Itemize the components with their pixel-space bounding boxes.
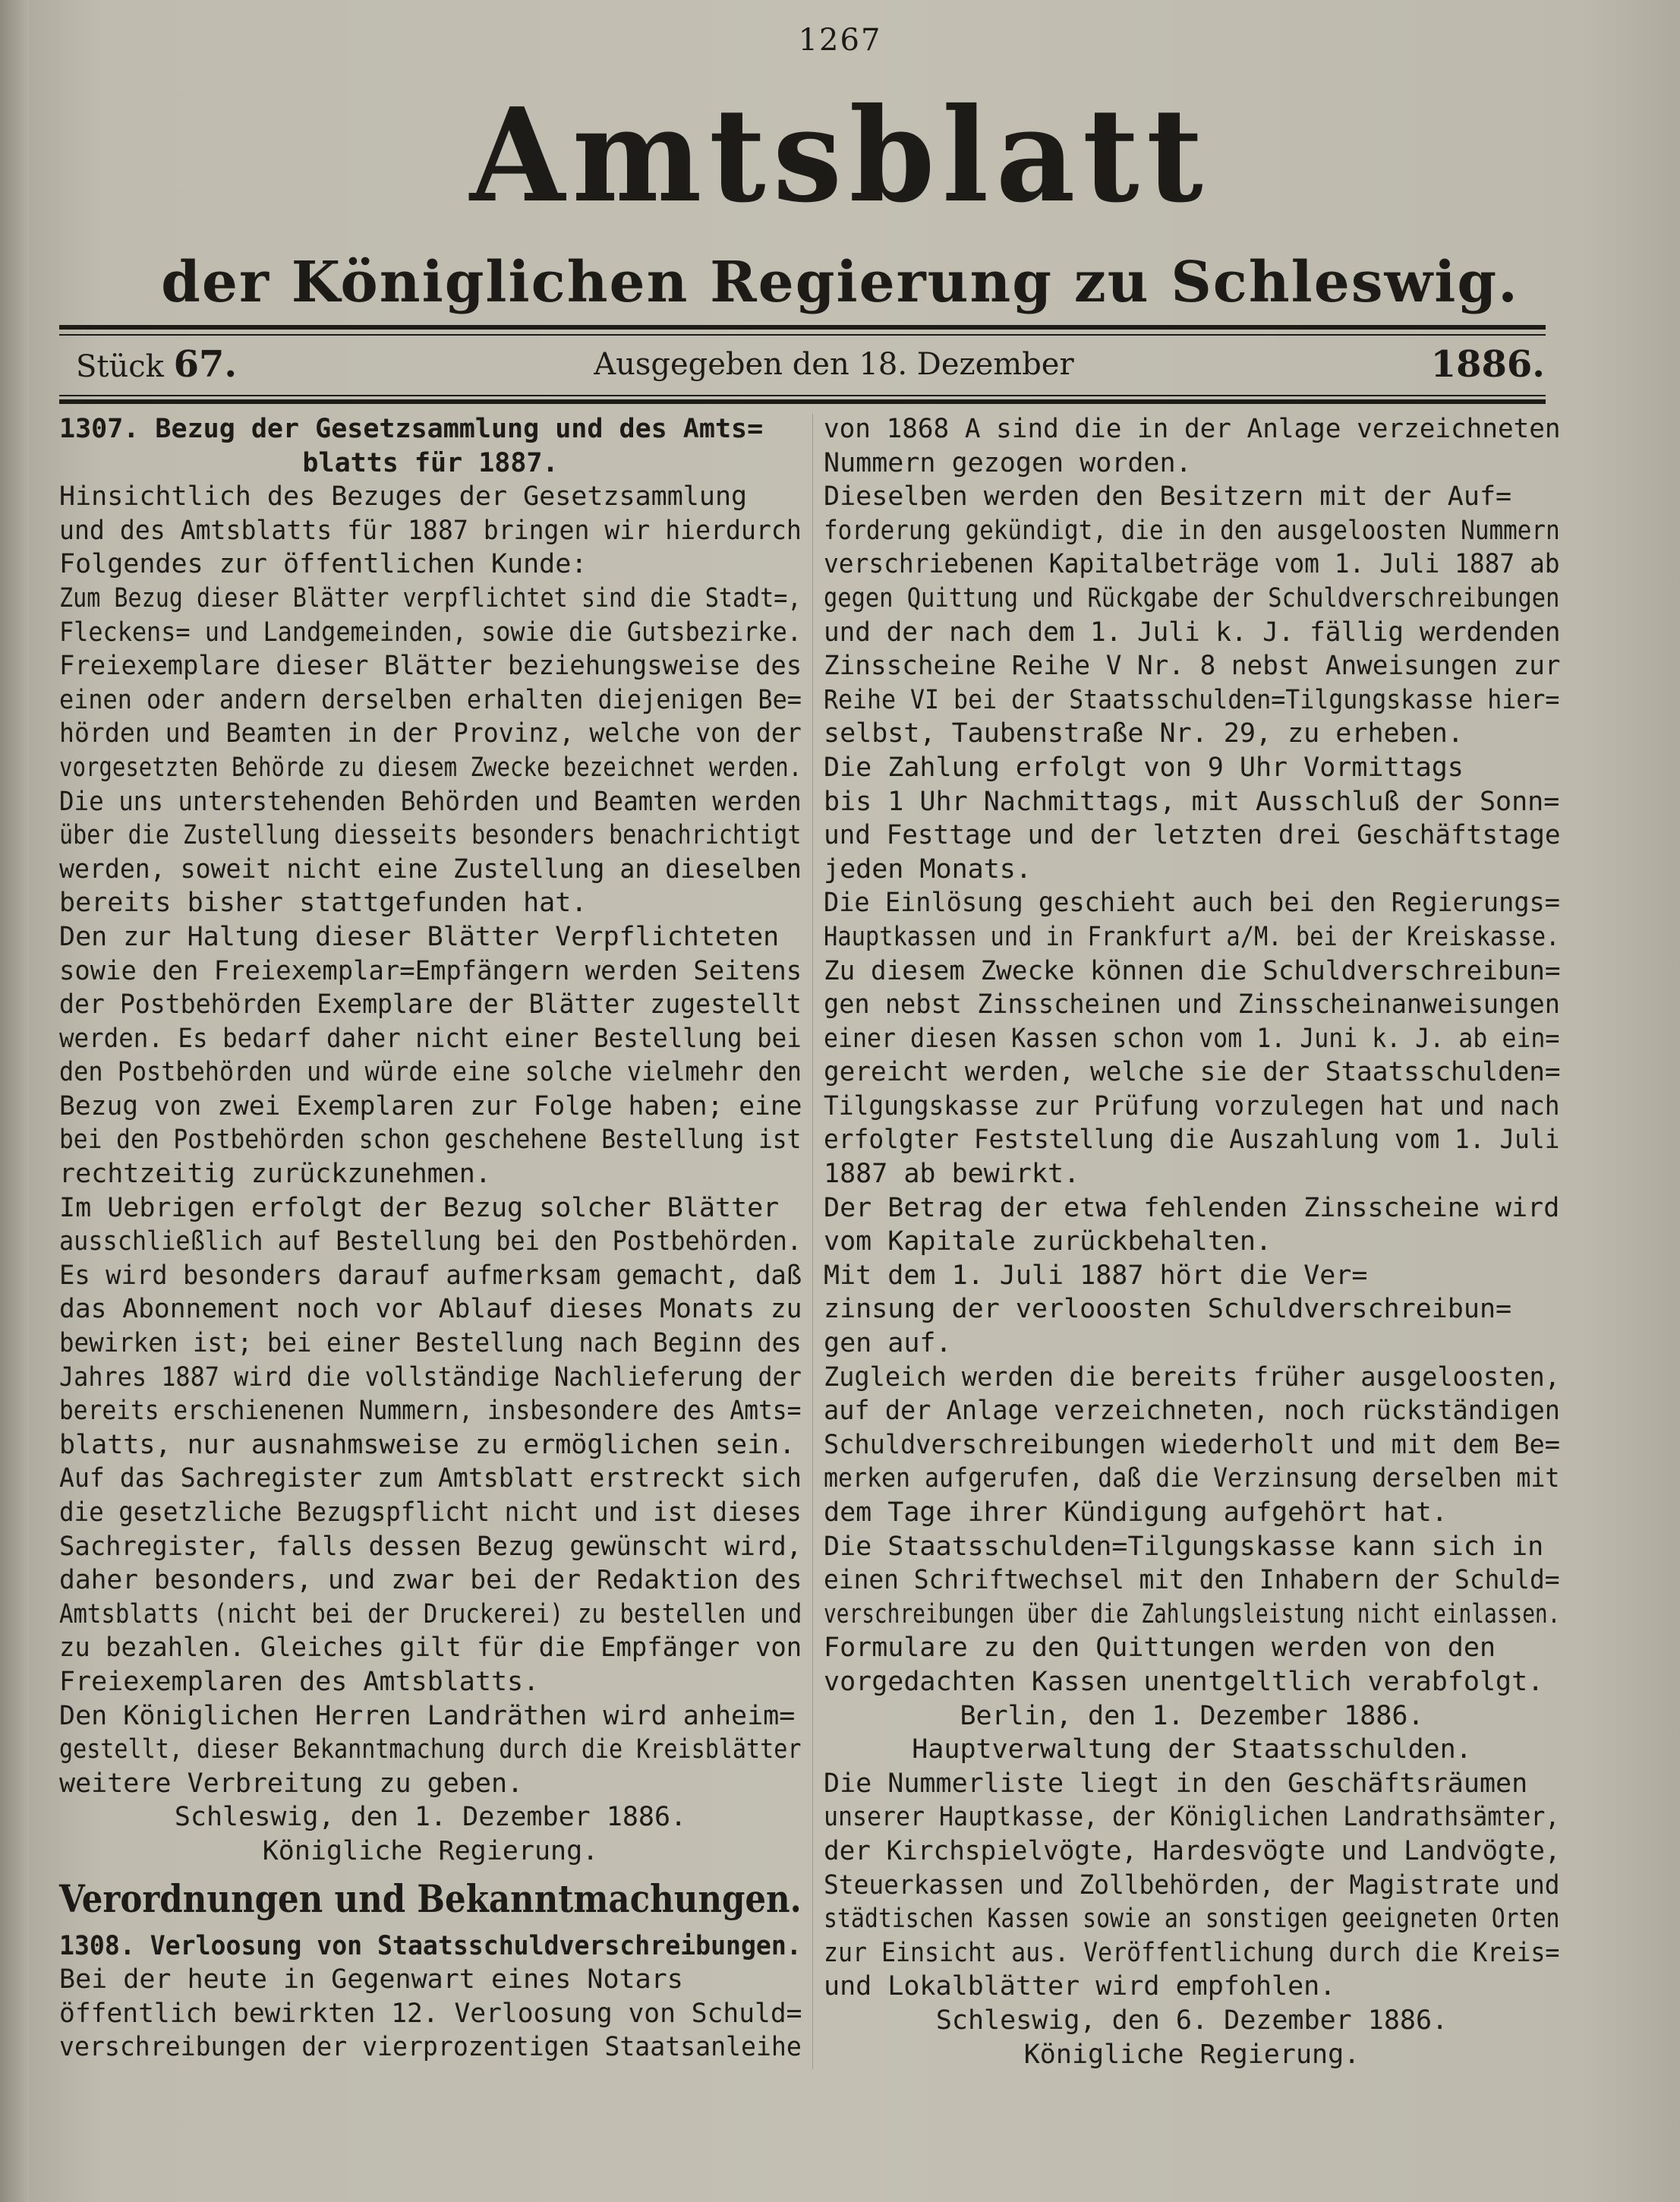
text-line: der Kirchspielvögte, Hardesvögte und Landvögte, — [824, 1835, 1561, 1866]
binding-edge — [0, 0, 29, 2202]
text-line: Königliche Regierung. — [262, 1835, 599, 1866]
text-line: auf der Anlage verzeichneten, noch rückständigen — [824, 1396, 1560, 1427]
issue-year: 1886. — [1430, 343, 1545, 386]
text-line: werden. Es bedarf daher nicht einer Bestellung bei — [59, 1023, 802, 1054]
text-line: verschriebenen Kapitalbeträge vom 1. Juli 1887 ab — [824, 549, 1560, 580]
text-line: gegen Quittung und Rückgabe der Schuldverschreibungen — [824, 582, 1560, 614]
section-heading: Verordnungen und Bekanntmachungen. — [59, 1875, 802, 1921]
text-line: zur Einsicht aus. Veröffentlichung durch die Kreis= — [824, 1937, 1560, 1968]
text-line: weitere Verbreitung zu geben. — [59, 1768, 524, 1799]
text-line: einen Schriftwechsel mit den Inhabern der Schuld= — [824, 1565, 1560, 1596]
text-line: forderung gekündigt, die in den ausgeloosten Nummern — [824, 515, 1560, 546]
text-line: Bezug von zwei Exemplaren zur Folge haben; eine — [59, 1090, 802, 1122]
text-line: Jahres 1887 wird die vollständige Nachlieferung der — [59, 1361, 802, 1393]
text-line: bereits bisher stattgefunden hat. — [59, 888, 588, 919]
text-line: Bei der heute in Gegenwart eines Notars — [59, 1964, 683, 1995]
text-line: Freiexemplare dieser Blätter beziehungsweise des — [59, 651, 802, 682]
text-line: Formulare zu den Quittungen werden von den — [824, 1633, 1496, 1664]
text-line: das Abonnement noch vor Ablauf dieses Monats zu — [59, 1294, 802, 1325]
text-line: vom Kapitale zurückbehalten. — [824, 1226, 1272, 1257]
journal-subtitle: der Königlichen Regierung zu Schleswig. — [161, 250, 1519, 315]
text-line: Reihe VI bei der Staatsschulden=Tilgungskasse hier= — [824, 684, 1560, 715]
text-line: und der nach dem 1. Juli k. J. fällig werdenden — [824, 617, 1561, 648]
text-line: und des Amtsblatts für 1887 bringen wir hierdurch — [59, 515, 802, 546]
text-line: Die Einlösung geschieht auch bei den Regierungs= — [824, 888, 1560, 919]
text-line: der Postbehörden Exemplare der Blätter zugestellt — [59, 989, 802, 1021]
text-line: Die uns unterstehenden Behörden und Beamten werden — [59, 786, 802, 817]
text-line: vorgedachten Kassen unentgeltlich verabfolgt. — [824, 1666, 1544, 1697]
text-line: Schleswig, den 6. Dezember 1886. — [935, 2005, 1448, 2036]
text-line: werden, soweit nicht eine Zustellung an dieselben — [59, 853, 802, 885]
text-line: zu bezahlen. Gleiches gilt für die Empfänger von — [59, 1633, 802, 1664]
text-line: erfolgter Feststellung die Auszahlung vom 1. Juli — [824, 1125, 1560, 1156]
text-line: öffentlich bewirkten 12. Verloosung von Schuld= — [59, 1998, 802, 2029]
text-line: zinsung der verlooosten Schuldverschreibun= — [824, 1294, 1512, 1325]
journal-title: Amtsblatt — [469, 80, 1211, 232]
article-heading-1308: 1308. Verloosung von Staatsschuldverschreibungen. — [59, 1930, 802, 1961]
text-line: merken aufgerufen, daß die Verzinsung derselben mit — [824, 1463, 1560, 1494]
text-line: verschreibungen über die Zahlungsleistung nicht einlassen. — [824, 1598, 1561, 1629]
text-line: jeden Monats. — [824, 853, 1032, 885]
text-line: gen nebst Zinsscheinen und Zinsscheinanweisungen — [824, 989, 1560, 1021]
text-line: bei den Postbehörden schon geschehene Bestellung ist — [59, 1125, 802, 1156]
text-line: dem Tage ihrer Kündigung aufgehört hat. — [824, 1497, 1448, 1528]
text-line: Freiexemplaren des Amtsblatts. — [59, 1666, 540, 1697]
text-line: sowie den Freiexemplar=Empfängern werden Seitens — [59, 955, 802, 986]
text-line: Die Nummerliste liegt in den Geschäftsräumen — [824, 1768, 1528, 1799]
text-line: Zinsscheine Reihe V Nr. 8 nebst Anweisungen zur — [824, 651, 1561, 682]
text-line: und Lokalblätter wird empfohlen. — [824, 1971, 1336, 2002]
text-line: Den Königlichen Herren Landräthen wird anheim= — [59, 1700, 796, 1731]
issue-number-block — [76, 343, 237, 386]
text-line: bewirken ist; bei einer Bestellung nach Beginn des — [59, 1328, 802, 1359]
issue-date: Ausgegeben den 18. Dezember — [594, 347, 1074, 382]
text-line: bis 1 Uhr Nachmittags, mit Ausschluß der Sonn= — [824, 786, 1560, 817]
text-line: Schuldverschreibungen wiederholt und mit dem Be= — [824, 1429, 1560, 1460]
text-line: Steuerkassen und Zollbehörden, der Magistrate und — [824, 1869, 1560, 1901]
text-line: Fleckens= und Landgemeinden, sowie die Gutsbezirke. — [59, 617, 802, 648]
header-rule-thick — [59, 325, 1546, 330]
text-line: blatts, nur ausnahmsweise zu ermöglichen sein. — [59, 1429, 796, 1460]
text-line: Im Uebrigen erfolgt der Bezug solcher Blätter — [59, 1192, 780, 1223]
text-line: Zu diesem Zwecke können die Schuldverschreibun= — [824, 955, 1561, 986]
text-line: hörden und Beamten in der Provinz, welche von der — [59, 718, 802, 749]
issue-number: 67. — [173, 343, 238, 386]
text-line: Hauptverwaltung der Staatsschulden. — [912, 1734, 1472, 1765]
text-line: den Postbehörden und würde eine solche vielmehr den — [59, 1057, 802, 1088]
text-line: Sachregister, falls dessen Bezug gewünscht wird, — [59, 1531, 802, 1562]
text-line: Schleswig, den 1. Dezember 1886. — [174, 1802, 687, 1833]
text-line: über die Zustellung diesseits besonders benachrichtigt — [59, 820, 802, 851]
article-heading-1307: blatts für 1887. — [302, 447, 559, 478]
text-line: Tilgungskasse zur Prüfung vorzulegen hat und nach — [824, 1090, 1560, 1122]
text-line: von 1868 A sind die in der Anlage verzeichneten — [824, 414, 1561, 444]
text-line: ausschließlich auf Bestellung bei den Postbehörden. — [59, 1226, 802, 1257]
text-line: unserer Hauptkasse, der Königlichen Landrathsämter, — [824, 1802, 1560, 1833]
text-line: 1887 ab bewirkt. — [824, 1159, 1080, 1190]
left-column — [59, 412, 802, 2065]
text-line: Mit dem 1. Juli 1887 hört die Ver= — [824, 1260, 1368, 1291]
text-line: daher besonders, und zwar bei der Redaktion des — [59, 1565, 802, 1596]
text-line: verschreibungen der vierprozentigen Staatsanleihe — [59, 2032, 802, 2063]
text-line: vorgesetzten Behörde zu diesem Zwecke bezeichnet werden. — [59, 752, 802, 783]
text-line: städtischen Kassen sowie an sonstigen geeigneten Orten — [824, 1904, 1560, 1935]
text-line: Die Staatsschulden=Tilgungskasse kann sich in — [824, 1531, 1544, 1562]
text-line: Es wird besonders darauf aufmerksam gemacht, daß — [59, 1260, 802, 1291]
page-number: 1267 — [798, 23, 882, 58]
text-line: rechtzeitig zurückzunehmen. — [59, 1159, 491, 1190]
text-line: Hauptkassen und in Frankfurt a/M. bei der Kreiskasse. — [824, 921, 1560, 952]
text-line: einer diesen Kassen schon vom 1. Juni k. J. ab ein= — [824, 1023, 1560, 1054]
text-line: gereicht werden, welche sie der Staatsschulden= — [824, 1057, 1561, 1088]
header-rule-thin — [59, 334, 1546, 336]
issue-line — [76, 338, 1545, 391]
text-line: Zum Bezug dieser Blätter verpflichtet sind die Stadt=, — [59, 582, 802, 614]
text-line: Zugleich werden die bereits früher ausgeloosten, — [824, 1361, 1560, 1393]
header-rule-thick-lower — [59, 399, 1546, 404]
text-line: Auf das Sachregister zum Amtsblatt erstreckt sich — [59, 1463, 802, 1494]
text-line: Dieselben werden den Besitzern mit der Auf= — [824, 481, 1512, 513]
text-line: Königliche Regierung. — [1023, 2039, 1360, 2070]
text-line: Die Zahlung erfolgt von 9 Uhr Vormittags — [824, 752, 1464, 783]
text-line: Berlin, den 1. Dezember 1886. — [960, 1700, 1424, 1731]
text-line: gen auf. — [824, 1328, 952, 1359]
column-divider — [812, 414, 813, 2069]
text-line: Den zur Haltung dieser Blätter Verpflichteten — [59, 921, 780, 952]
text-line: bereits erschienenen Nummern, insbesondere des Amts= — [59, 1396, 802, 1427]
text-line: Der Betrag der etwa fehlenden Zinsscheine wird — [824, 1192, 1560, 1223]
text-line: Hinsichtlich des Bezuges der Gesetzsammlung — [59, 481, 748, 513]
text-line: selbst, Taubenstraße Nr. 29, zu erheben. — [824, 718, 1464, 749]
article-heading-1307: 1307. Bezug der Gesetzsammlung und des Amts= — [59, 414, 764, 444]
issue-label: Stück — [76, 349, 164, 384]
text-line: Amtsblatts (nicht bei der Druckerei) zu bestellen und — [59, 1598, 802, 1629]
text-line: einen oder andern derselben erhalten diejenigen Be= — [59, 684, 802, 715]
header-rule-thin-lower — [59, 395, 1546, 396]
text-line: die gesetzliche Bezugspflicht nicht und ist dieses — [59, 1497, 802, 1528]
text-line: Nummern gezogen worden. — [824, 447, 1192, 478]
text-line: Folgendes zur öffentlichen Kunde: — [59, 549, 588, 580]
text-line: gestellt, dieser Bekanntmachung durch die Kreisblätter — [59, 1734, 802, 1765]
text-line: und Festtage und der letzten drei Geschäftstage — [824, 820, 1561, 851]
right-column — [824, 412, 1560, 2071]
